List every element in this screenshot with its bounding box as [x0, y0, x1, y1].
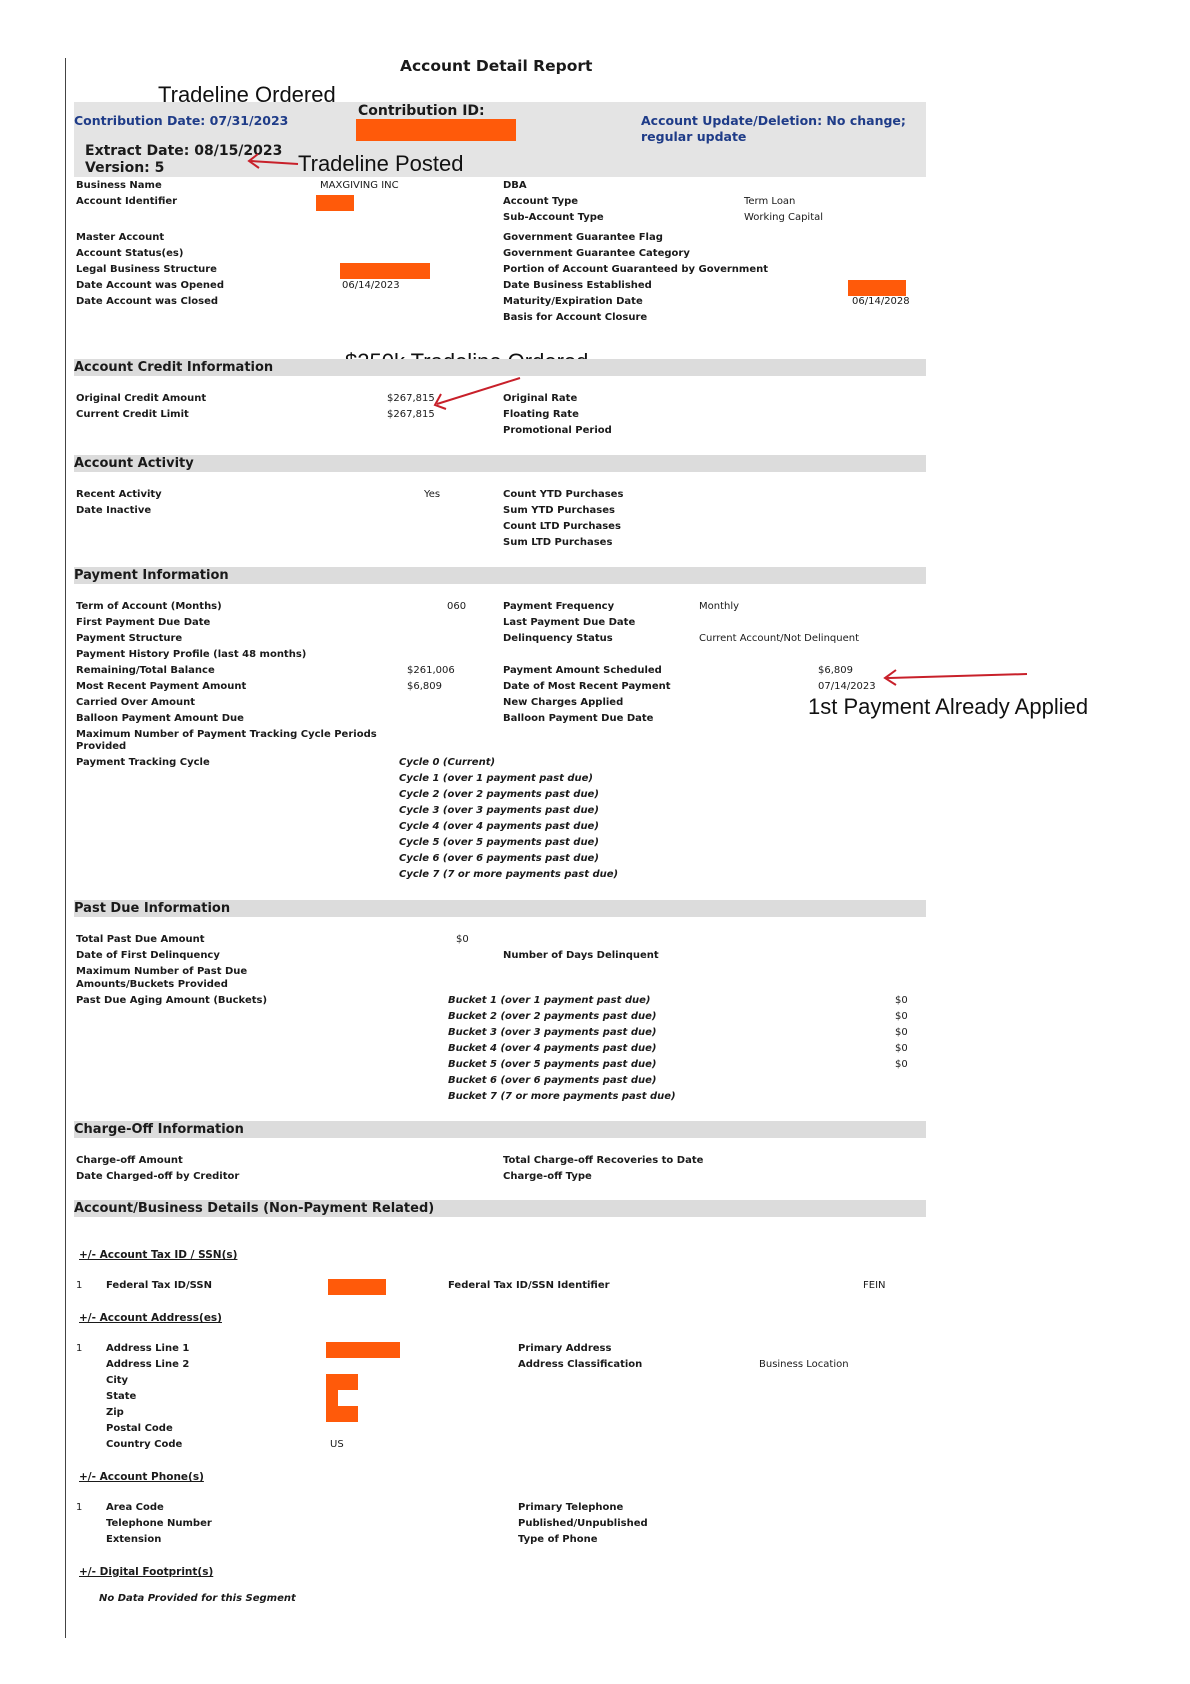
- scheduled-value: $6,809: [818, 665, 853, 676]
- total-past-due-label: Total Past Due Amount: [76, 934, 205, 945]
- phone-type-label: Type of Phone: [518, 1534, 598, 1545]
- max-buckets-label-line2: Amounts/Buckets Provided: [76, 979, 228, 990]
- promo-period-label: Promotional Period: [503, 425, 612, 436]
- extract-date: Extract Date: 08/15/2023: [85, 143, 283, 159]
- bucket-value: $0: [895, 1059, 908, 1070]
- address-line1-redaction: [326, 1342, 400, 1358]
- legal-structure-redaction: [340, 263, 430, 279]
- section-credit-info: Account Credit Information: [74, 359, 926, 376]
- tax-index: 1: [76, 1280, 83, 1291]
- cycle-item: Cycle 6 (over 6 payments past due): [399, 853, 599, 864]
- carried-label: Carried Over Amount: [76, 697, 196, 708]
- date-recent-value: 07/14/2023: [818, 681, 876, 692]
- sum-ltd-label: Sum LTD Purchases: [503, 537, 613, 548]
- section-charge-off: Charge-Off Information: [74, 1121, 926, 1138]
- date-established-label: Date Business Established: [503, 280, 652, 291]
- history-label: Payment History Profile (last 48 months): [76, 649, 307, 660]
- first-delinquency-label: Date of First Delinquency: [76, 950, 220, 961]
- tax-identifier-label: Federal Tax ID/SSN Identifier: [448, 1280, 610, 1291]
- delinquency-value: Current Account/Not Delinquent: [699, 633, 860, 644]
- cycle-item: Cycle 4 (over 4 payments past due): [399, 821, 599, 832]
- account-status-label: Account Status(es): [76, 248, 184, 259]
- address-class-value: Business Location: [759, 1359, 849, 1370]
- address-line1-label: Address Line 1: [106, 1343, 190, 1354]
- legal-structure-label: Legal Business Structure: [76, 264, 217, 275]
- contribution-id-label: Contribution ID:: [358, 103, 485, 119]
- postal-code-label: Postal Code: [106, 1423, 173, 1434]
- no-data-message: No Data Provided for this Segment: [99, 1593, 296, 1604]
- date-inactive-label: Date Inactive: [76, 505, 152, 516]
- remaining-label: Remaining/Total Balance: [76, 665, 215, 676]
- delinquency-label: Delinquency Status: [503, 633, 613, 644]
- section-business-details: Account/Business Details (Non-Payment Related): [74, 1200, 926, 1217]
- section-account-activity: Account Activity: [74, 455, 926, 472]
- city-label: City: [106, 1375, 129, 1386]
- date-established-redaction: [848, 280, 906, 296]
- current-limit-value: $267,815: [387, 409, 435, 420]
- annotation-tradeline-ordered: Tradeline Ordered: [158, 82, 336, 107]
- phone-index: 1: [76, 1502, 83, 1513]
- extension-label: Extension: [106, 1534, 162, 1545]
- date-opened-label: Date Account was Opened: [76, 280, 224, 291]
- original-credit-label: Original Credit Amount: [76, 393, 207, 404]
- maturity-label: Maturity/Expiration Date: [503, 296, 643, 307]
- recent-activity-value: Yes: [424, 489, 441, 500]
- account-identifier-redaction: [316, 195, 354, 211]
- area-code-label: Area Code: [106, 1502, 164, 1513]
- cycle-item: Cycle 3 (over 3 payments past due): [399, 805, 599, 816]
- charge-off-type-label: Charge-off Type: [503, 1171, 592, 1182]
- cycle-item: Cycle 0 (Current): [399, 757, 496, 768]
- address-line2-label: Address Line 2: [106, 1359, 190, 1370]
- date-recent-label: Date of Most Recent Payment: [503, 681, 671, 692]
- term-label: Term of Account (Months): [76, 601, 222, 612]
- gov-guarantee-flag-label: Government Guarantee Flag: [503, 232, 663, 243]
- maturity-value: 06/14/2028: [852, 296, 910, 307]
- date-closed-label: Date Account was Closed: [76, 296, 219, 307]
- published-label: Published/Unpublished: [518, 1518, 648, 1529]
- sum-ytd-label: Sum YTD Purchases: [503, 505, 615, 516]
- charge-off-date-label: Date Charged-off by Creditor: [76, 1171, 240, 1182]
- last-due-label: Last Payment Due Date: [503, 617, 636, 628]
- account-update-status-line2: regular update: [641, 129, 747, 144]
- scheduled-label: Payment Amount Scheduled: [503, 665, 662, 676]
- gov-guarantee-category-label: Government Guarantee Category: [503, 248, 690, 259]
- structure-label: Payment Structure: [76, 633, 183, 644]
- bucket-item: Bucket 3 (over 3 payments past due): [448, 1027, 657, 1038]
- frequency-value: Monthly: [699, 601, 740, 612]
- phone-toggle-link[interactable]: +/- Account Phone(s): [79, 1471, 204, 1483]
- original-rate-label: Original Rate: [503, 393, 578, 404]
- tax-identifier-value: FEIN: [863, 1280, 886, 1291]
- annotation-tradeline-posted: Tradeline Posted: [298, 151, 464, 176]
- count-ytd-label: Count YTD Purchases: [503, 489, 624, 500]
- city-redaction: [326, 1374, 358, 1390]
- cycle-item: Cycle 2 (over 2 payments past due): [399, 789, 599, 800]
- account-identifier-label: Account Identifier: [76, 196, 178, 207]
- balloon-label: Balloon Payment Amount Due: [76, 713, 244, 724]
- cycle-item: Cycle 7 (7 or more payments past due): [399, 869, 619, 880]
- max-cycles-label: Maximum Number of Payment Tracking Cycle Periods: [76, 729, 377, 740]
- version: Version: 5: [85, 160, 165, 176]
- bucket-item: Bucket 5 (over 5 payments past due): [448, 1059, 657, 1070]
- aging-label: Past Due Aging Amount (Buckets): [76, 995, 268, 1006]
- primary-address-label: Primary Address: [518, 1343, 612, 1354]
- remaining-value: $261,006: [407, 665, 455, 676]
- tax-id-toggle-link[interactable]: +/- Account Tax ID / SSN(s): [79, 1249, 238, 1261]
- term-value: 060: [447, 601, 467, 612]
- bucket-item: Bucket 2 (over 2 payments past due): [448, 1011, 657, 1022]
- annotation-first-payment: 1st Payment Already Applied: [808, 694, 1089, 719]
- basis-closure-label: Basis for Account Closure: [503, 312, 648, 323]
- business-name-label: Business Name: [76, 180, 162, 191]
- account-type-label: Account Type: [503, 196, 579, 207]
- bucket-value: $0: [895, 1027, 908, 1038]
- floating-rate-label: Floating Rate: [503, 409, 579, 420]
- max-cycles-label-line2: Provided: [76, 741, 127, 752]
- bucket-item: Bucket 6 (over 6 payments past due): [448, 1075, 657, 1086]
- current-limit-label: Current Credit Limit: [76, 409, 189, 420]
- address-index: 1: [76, 1343, 83, 1354]
- state-label: State: [106, 1391, 137, 1402]
- date-opened-value: 06/14/2023: [342, 280, 400, 291]
- digital-footprint-toggle-link[interactable]: +/- Digital Footprint(s): [79, 1566, 214, 1578]
- charge-off-amount-label: Charge-off Amount: [76, 1155, 183, 1166]
- cycle-item: Cycle 5 (over 5 payments past due): [399, 837, 599, 848]
- max-buckets-label: Maximum Number of Past Due: [76, 966, 248, 977]
- account-type-value: Term Loan: [744, 196, 796, 207]
- bucket-item: Bucket 4 (over 4 payments past due): [448, 1043, 657, 1054]
- count-ltd-label: Count LTD Purchases: [503, 521, 621, 532]
- total-past-due-value: $0: [456, 934, 469, 945]
- address-toggle-link[interactable]: +/- Account Address(es): [79, 1312, 222, 1324]
- report-title: Account Detail Report: [400, 57, 593, 75]
- balloon-due-label: Balloon Payment Due Date: [503, 713, 654, 724]
- master-account-label: Master Account: [76, 232, 165, 243]
- state-redaction: [326, 1390, 338, 1406]
- bucket-item: Bucket 7 (7 or more payments past due): [448, 1091, 676, 1102]
- gov-portion-label: Portion of Account Guaranteed by Government: [503, 264, 769, 275]
- tracking-cycle-label: Payment Tracking Cycle: [76, 757, 210, 768]
- sub-account-type-label: Sub-Account Type: [503, 212, 604, 223]
- account-update-status: Account Update/Deletion: No change;: [641, 113, 906, 128]
- recent-amount-value: $6,809: [407, 681, 442, 692]
- recent-activity-label: Recent Activity: [76, 489, 162, 500]
- address-class-label: Address Classification: [518, 1359, 643, 1370]
- bucket-value: $0: [895, 1043, 908, 1054]
- business-name-value: MAXGIVING INC: [320, 180, 399, 191]
- telephone-number-label: Telephone Number: [106, 1518, 212, 1529]
- country-code-value: US: [330, 1439, 344, 1450]
- recoveries-label: Total Charge-off Recoveries to Date: [503, 1155, 704, 1166]
- zip-redaction: [326, 1406, 358, 1422]
- section-payment-info: Payment Information: [74, 567, 926, 584]
- bucket-item: Bucket 1 (over 1 payment past due): [448, 995, 651, 1006]
- first-due-label: First Payment Due Date: [76, 617, 211, 628]
- zip-label: Zip: [106, 1407, 124, 1418]
- arrow-posted-line: [251, 161, 298, 164]
- recent-amount-label: Most Recent Payment Amount: [76, 681, 247, 692]
- cycle-item: Cycle 1 (over 1 payment past due): [399, 773, 593, 784]
- bucket-value: $0: [895, 995, 908, 1006]
- original-credit-value: $267,815: [387, 393, 435, 404]
- federal-tax-label: Federal Tax ID/SSN: [106, 1280, 212, 1291]
- arrow-payment-line: [887, 674, 1027, 678]
- country-code-label: Country Code: [106, 1439, 183, 1450]
- frequency-label: Payment Frequency: [503, 601, 615, 612]
- federal-tax-redaction: [328, 1279, 386, 1295]
- section-past-due: Past Due Information: [74, 900, 926, 917]
- bucket-value: $0: [895, 1011, 908, 1022]
- sub-account-type-value: Working Capital: [744, 212, 824, 223]
- primary-telephone-label: Primary Telephone: [518, 1502, 624, 1513]
- contribution-date: Contribution Date: 07/31/2023: [74, 113, 289, 128]
- new-charges-label: New Charges Applied: [503, 697, 624, 708]
- days-delinquent-label: Number of Days Delinquent: [503, 950, 659, 961]
- dba-label: DBA: [503, 180, 527, 191]
